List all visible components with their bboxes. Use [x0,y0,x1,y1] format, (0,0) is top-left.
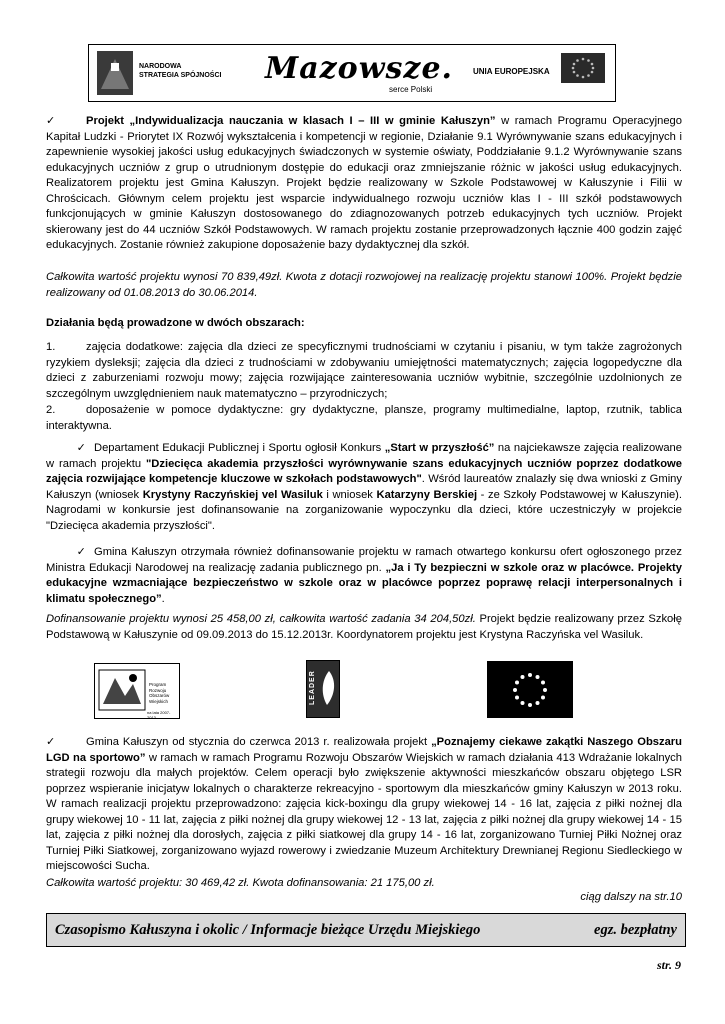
area-text: zajęcia dodatkowe: zajęcia dla dzieci ze specyficznymi trudnościami w czytaniu i pisaniu, w tym także zagrożonych ryzykiem dysleksji; zajęcia dla dzieci z trudnościami w zdobywaniu umiejętności matematycznych; zajęcia logopedyczne dla dzieci z zaburzeniami rozwoju mowy; zajęcia rozwijające zainteresowania uczniów wybitnie, szczególnie uzdolnionych ze szczególnym uwzględnieniem nauk matematyczno – przyrodniczych; [46,341,682,400]
eu-flag-icon [561,53,605,83]
ue-label: UNIA EUROPEJSKA [473,67,550,76]
leaf-icon [307,661,339,717]
eu-flag-large [487,661,573,718]
header-logo-banner [88,44,616,102]
prow-logo: Program Rozwoju Obszarów Wiejskich na lata 2007-2013 [94,663,180,719]
leader-logo: LEADER [306,660,340,718]
area-number: 2. [46,404,56,416]
section1-value-note: Całkowita wartość projektu wynosi 70 839,49zł. Kwota z dotacji rozwojowej na realizację projektu stanowi 100%. Projekt będzie realizowany od 01.08.2013 do 30.06.2014. [46,271,682,299]
continued-note: ciąg dalszy na str.10 [580,891,682,903]
check-icon: ✓ [76,546,86,558]
section1-paragraph [46,114,682,254]
section-indywidualizacja [46,114,682,254]
section-start-w-przyszlosc: ✓ Departament Edukacji Publicznej i Sportu ogłosił Konkurs „Start w przyszłość” na najciekawsze zajęcia realizowane w ramach projektu "Dziecięca akademia przyszłości wyrównywanie szans edukacyjnych uczniów poprzez dodatkowe zajęcia rozwijające kompetencje kluczowe w szkołach podstawowych". Wśród laureatów znalazły się dwa wnioski z Gminy Kałuszyn (wniosek Krystyny Raczyńskiej vel Wasiluk i wniosek Katarzyny Berskiej - ze Szkoły Podstawowej w Kałuszynie). Nagrodami w konkursie jest dofinansowanie na zorganizowanie wypoczynku dla dzieci, które uczestniczyły w projekcie "Dziecięca akademia przyszłości". [46,442,683,532]
mazowsze-subtitle: serce Polski [389,85,433,94]
check-icon: ✓ [76,442,86,454]
area-item-1 [46,340,682,402]
section1-body: w ramach Programu Operacyjnego Kapitał Ludzki - Priorytet IX Rozwój wykształcenia i kompetencji w regionie, Działanie 9.1 Wyrównywanie szans edukacyjnych i zapewnienie wysokiej jakości usług edukacyjnych świadczonych w systemie oświaty, Poddziałanie 9.1.2 Wyrównywanie szans edukacyjnych uczniów z grup o utrudnionym dostępie do edukacji oraz zmniejszanie różnic w jakości usług edukacyjnych. Realizatorem projektu jest Gmina Kałuszyn. Projekt będzie realizowany w Szkole Podstawowej w Kałuszynie i Filii w Chrościcach. Głównym celem projektu jest wsparcie indywidualnego rozwoju uczniów klas I - III szkół podstawowych funkcjonujących w gminie Kałuszyn dostosowanego do zdiagnozowanych potrzeb edukacyjnych tych uczniów. Projekt skierowany jest do 44 uczniów Szkół Podstawowych. W ramach projektu zostanie przeprowadzonych łącznie 400 godzin zajęć edukacyjnych. Zostanie również zakupione doposażenie bazy dydaktycznej dla szkół. [46,115,682,251]
section-poznajemy-zakatki: ✓ Gmina Kałuszyn od stycznia do czerwca 2013 r. realizowała projekt „Poznajemy ciekawe zakątki Naszego Obszaru LGD na sportowo” w ramach w ramach Programu Rozwoju Obszarów Wiejskich w ramach działania 413 Wdrażanie lokalnych strategii rozwoju dla małych projektów. Celem operacji było zwiększenie aktywności mieszkańców obszaru objętego LSR poprzez wspieranie inicjatyw lokalnych o charakterze rekreacyjno - sportowym dla mieszkańców gminy Kałuszyn w 2013 roku. W ramach realizacji projektu przeprowadzono: zajęcia kick-boxingu dla grupy wiekowej 14 - 16 lat, zajęcia z piłki nożnej dla grupy wiekowej 10 - 11 lat, zajęcia z piłki nożnej dla grupy wiekowej 12 - 13 lat, zajęcia z piłki nożnej dla grupy wiekowej 14 - 15 lat, zajęcia z piłki nożnej dla dorosłych, zajęcia z piłki siatkowej dla grupy 14 - 16 lat, zorganizowano Turniej Piłki Nożnej oraz Turniej Piłki Siatkowej, zorganizowano wyjazd rowerowy i zwiedzanie Muzeum Architektury Drewnianej Regionu Siedleckiego w miejscowości Sucha. [46,736,682,872]
areas-heading: Działania będą prowadzone w dwóch obszarach: [46,317,305,329]
page-number: str. 9 [656,958,681,972]
section1-title: Projekt „Indywidualizacja nauczania w klasach I – III w gminie Kałuszyn” [86,115,496,127]
nss-logo-icon [97,51,133,95]
area-number: 1. [46,341,56,353]
footer-bar [46,913,686,947]
section4-value-note: Całkowita wartość projektu: 30 469,42 zł. Kwota dofinansowania: 21 175,00 zł. [46,877,435,889]
nss-label: NARODOWA STRATEGIA SPÓJNOŚCI [139,63,222,79]
area-text: doposażenie w pomoce dydaktyczne: gry dydaktyczne, plansze, programy multimedialne, laptop, rzutnik, tablica interaktywna. [46,404,682,432]
eu-stars-icon [487,661,573,718]
section-ja-i-ty: ✓ Gmina Kałuszyn otrzymała również dofinansowanie projektu w ramach otwartego konkursu ofert ogłoszonego przez Ministra Edukacji Narodowej na realizację zadania publicznego pn. „Ja i Ty bezpieczni w szkole oraz w placówce. Projekty edukacyjne wzmacniające bezpieczeństwo w szkole oraz w placówce poprzez poprawę relacji interpersonalnych i klimatu społecznego”. [46,546,682,605]
mazowsze-logo: Mazowsze. [265,51,453,86]
section3-funding-note: Dofinansowanie projektu wynosi 25 458,00 zł, całkowita wartość zadania 34 204,50zł. Projekt będzie realizowany przez Szkołę Podstawową w Kałuszynie od 09.09.2013 do 15.12.2013r. Koordynatorem projektu jest Krystyna Raczyńska vel Wasiluk. [46,613,682,641]
check-icon: ✓ [46,736,56,748]
footer-title: Czasopismo Kałuszyna i okolic / Informacje bieżące Urzędu Miejskiego [55,922,481,938]
area-item-2 [46,403,682,434]
check-icon: ✓ [46,115,56,127]
footer-price: egz. bezpłatny [594,922,677,938]
